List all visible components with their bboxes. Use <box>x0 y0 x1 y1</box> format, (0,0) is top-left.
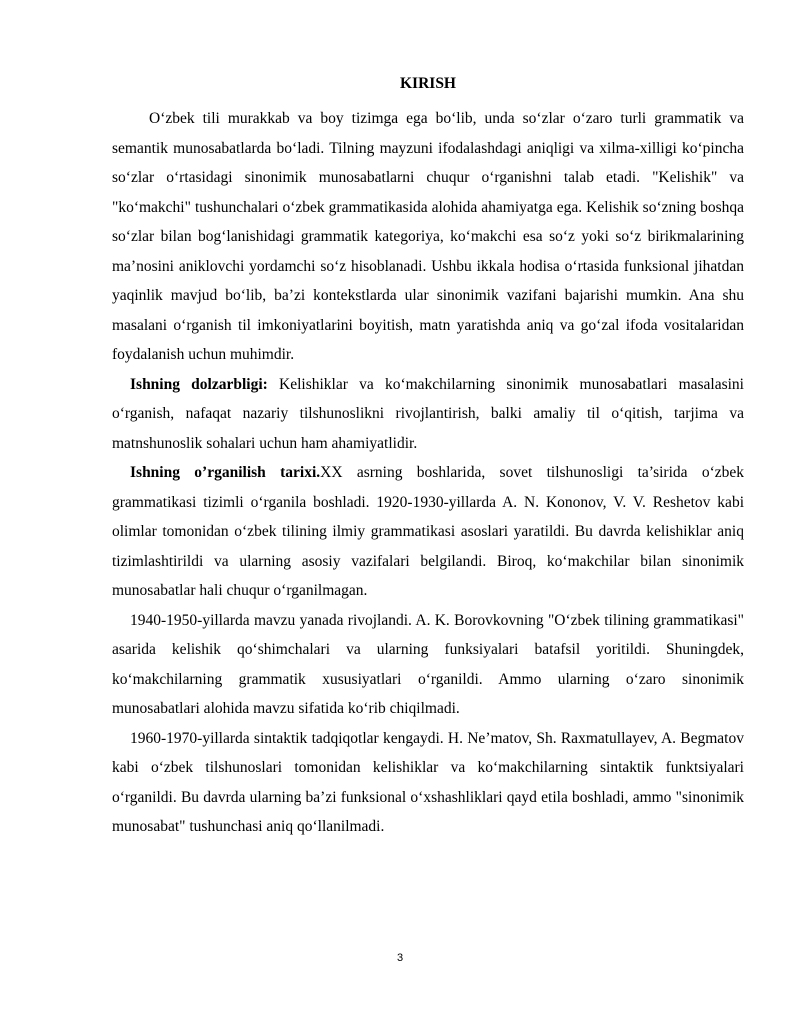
history-paragraph <box>112 458 744 606</box>
relevance-paragraph <box>112 370 744 459</box>
document-page <box>112 74 744 842</box>
paragraph-1960: 1960-1970-yillarda sintaktik tadqiqotlar kengaydi. H. Ne’matov, Sh. Raxmatullayev, A. Begmatov kabi o‘zbek tilshunoslari tomonidan kelishiklar va ko‘makchilarning sintaktik funktsiyalari o‘rganildi. Bu davrda ularning ba’zi funksional o‘xshashliklari qayd etila boshladi, ammo "sinonimik munosabat" tushunchasi aniq qo‘llanilmadi. <box>112 729 744 835</box>
paragraph-1940: 1940-1950-yillarda mavzu yanada rivojlandi. A. K. Borovkovning "O‘zbek tilining grammatikasi" asarida kelishik qo‘shimchalari va ularning funksiyalari batafsil yoritildi. Shuningdek, ko‘makchilarning grammatik xususiyatlari o‘rganildi. Ammo ularning o‘zaro sinonimik munosabatlari alohida mavzu sifatida ko‘rib chiqilmadi. <box>112 611 744 717</box>
page-number: 3 <box>396 952 404 964</box>
intro-paragraph: O‘zbek tili murakkab va boy tizimga ega bo‘lib, unda so‘zlar o‘zaro turli grammatik va semantik munosabatlarda bo‘ladi. Tilning mayzuni ifodalashdagi aniqligi va xilma-xilligi ko‘pincha so‘zlar o‘rtasidagi sinonimik munosabatlarni chuqur o‘rganishni talab etadi. "Kelishik" va "ko‘makchi" tushunchalari o‘zbek grammatikasida alohida ahamiyatga ega. Kelishik so‘zning boshqa so‘zlar bilan bog‘lanishidagi grammatik kategoriya, ko‘makchi esa so‘z yoki so‘z birikmalarining ma’nosini aniklovchi yordamchi so‘z hisoblanadi. Ushbu ikkala hodisa o‘rtasida funksional jihatdan yaqinlik mavjud bo‘lib, ba’zi kontekstlarda ular sinonimik vazifani bajarishi mumkin. Ana shu masalani o‘rganish til imkoniyatlarini boyitish, matn yaratishda aniq va go‘zal ifoda vositalaridan foydalanish uchun muhimdir. <box>112 110 744 363</box>
page-title: KIRISH <box>400 75 456 92</box>
relevance-heading: Ishning dolzarbligi: <box>130 375 268 393</box>
history-text: XX asrning boshlarida, sovet tilshunosligi ta’sirida o‘zbek grammatikasi tizimli o‘rganila boshladi. 1920-1930-yillarda A. N. Kononov, V. V. Reshetov kabi olimlar tomonidan o‘zbek tilining ilmiy grammatikasi asoslari yaratildi. Bu davrda kelishiklar aniq tizimlashtirildi va ularning asosiy vazifalari belgilandi. Biroq, ko‘makchilar bilan sinonimik munosabatlar hali chuqur o‘rganilmagan. <box>112 464 744 599</box>
history-heading: Ishning o’rganilish tarixi. <box>130 464 321 481</box>
relevance-text: Kelishiklar va ko‘makchilarning sinonimik munosabatlari masalasini o‘rganish, nafaqat nazariy tilshunoslikni rivojlantirish, balki amaliy til o‘qitish, tarjima va matnshunoslik sohalari uchun ham ahamiyatlidir. <box>112 375 744 452</box>
